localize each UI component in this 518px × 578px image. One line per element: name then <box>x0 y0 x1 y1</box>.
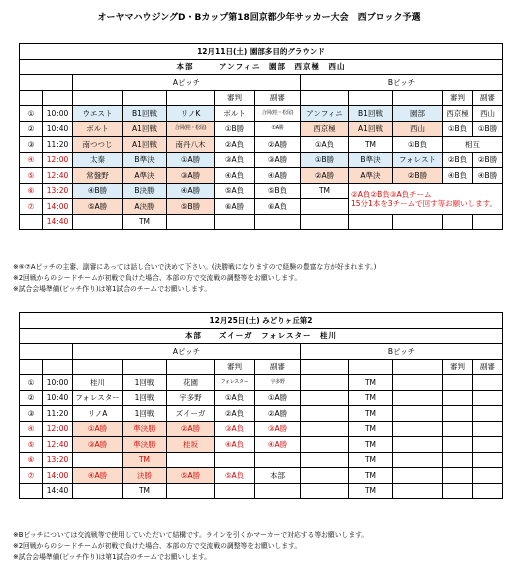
pitch-a-team-2: ③A勝 <box>167 168 215 184</box>
pitch-b-referee <box>443 390 473 406</box>
pitch-b-team-2 <box>393 421 443 437</box>
pitch-a-round: B準決 <box>123 152 167 168</box>
pitch-b-team-1 <box>301 390 349 406</box>
kickoff-time: 12:00 <box>43 152 73 168</box>
table-row <box>20 437 503 453</box>
kickoff-time: 14:40 <box>43 214 73 230</box>
kickoff-time: 14:00 <box>43 468 73 484</box>
table-row <box>20 152 503 168</box>
pitch-a-header: Aピッチ <box>73 75 301 91</box>
table-row <box>20 121 503 137</box>
pitch-b-referee <box>443 406 473 422</box>
match-number: ⑥ <box>20 452 43 468</box>
note-line: ※2回戦からのシードチームが初戦で負けた場合、本部の方で交流戦の調整等をお願いします。 <box>13 274 302 282</box>
pitch-a-round: 準決勝 <box>123 421 167 437</box>
pitch-a-team-2: リノK <box>167 106 215 122</box>
table-row <box>20 452 503 468</box>
match-number <box>20 483 43 499</box>
notes-dec25 <box>13 530 368 563</box>
pitch-a-referee: ②A負 <box>215 137 255 153</box>
kickoff-time: 10:40 <box>43 121 73 137</box>
pitch-a-referee: ⑤A負 <box>215 183 255 199</box>
pitch-b-team-2: 西山 <box>393 121 443 137</box>
pitch-a-round: A準決 <box>123 168 167 184</box>
pitch-b-header: Bピッチ <box>301 344 503 360</box>
pitch-a-round: B1回戦 <box>123 106 167 122</box>
match-number: ④ <box>20 421 43 437</box>
pitch-a-assistant: ④A勝 <box>255 168 301 184</box>
pitch-b-red-note <box>349 183 503 214</box>
pitch-a-team-1: 常盤野 <box>73 168 123 184</box>
note-line: ※試合会場準備(ピッチ作り)は第1試合のチームでお願いします。 <box>13 285 212 293</box>
referee-header: 審判 <box>443 90 473 106</box>
pitch-a-referee: フォレスター <box>215 375 255 391</box>
pitch-b-team-1 <box>301 421 349 437</box>
pitch-a-round: TM <box>123 483 167 499</box>
kickoff-time: 11:20 <box>43 137 73 153</box>
pitch-a-round: TM <box>123 452 167 468</box>
match-number: ⑦ <box>20 468 43 484</box>
pitch-a-assistant: ②A勝 <box>255 137 301 153</box>
pitch-a-team-2 <box>167 452 215 468</box>
pitch-a-round: 決勝 <box>123 468 167 484</box>
pitch-a-team-1: リノA <box>73 406 123 422</box>
pitch-a-assistant <box>255 483 301 499</box>
red-note-line: 15分1本を3チームで回す等お願いします。 <box>351 198 497 208</box>
pitch-b-assistant <box>473 406 503 422</box>
match-number: ③ <box>20 406 43 422</box>
pitch-a-round: 1回戦 <box>123 375 167 391</box>
pitch-a-round: 1回戦 <box>123 406 167 422</box>
match-number <box>20 214 43 230</box>
table-row <box>20 375 503 391</box>
kickoff-time: 14:00 <box>43 199 73 215</box>
pitch-b-team-1 <box>301 214 349 230</box>
pitch-b-referee: ②B負 <box>443 152 473 168</box>
pitch-b-assistant <box>473 483 503 499</box>
pitch-a-referee <box>215 452 255 468</box>
pitch-b-referee: 西京極 <box>443 106 473 122</box>
pitch-a-assistant: ①A勝 <box>255 390 301 406</box>
pitch-b-team-1: 西京極 <box>301 121 349 137</box>
pitch-a-team-1: ③A勝 <box>73 437 123 453</box>
pitch-a-team-2: ズイーガ <box>167 406 215 422</box>
pitch-a-team-2: 桂坂 <box>167 437 215 453</box>
pitch-a-team-2: ⑤B勝 <box>167 199 215 215</box>
pitch-a-team-1 <box>73 452 123 468</box>
pitch-a-assistant <box>255 452 301 468</box>
pitch-b-team-1 <box>301 437 349 453</box>
pitch-b-assistant <box>473 421 503 437</box>
pitch-b-team-1: TM <box>301 183 349 199</box>
pitch-a-round: A1回戦 <box>123 121 167 137</box>
schedule-date-venue: 12月11日(土) 園部多目的グラウンド <box>20 44 503 60</box>
assistant-header: 副審 <box>473 359 503 375</box>
table-row <box>20 214 503 230</box>
pitch-a-assistant: ③A勝 <box>255 421 301 437</box>
pitch-a-referee: ⑤A負 <box>215 468 255 484</box>
pitch-b-referee <box>443 421 473 437</box>
pitch-b-round: TM <box>349 375 393 391</box>
pitch-b-team-2 <box>393 406 443 422</box>
note-line: ※Bピッチについては交流戦等で使用していただいて結構です。ラインを引くかマーカーで対応する等お願いします。 <box>13 531 369 539</box>
schedule-date-venue: 12月25日(土) みどりヶ丘第2 <box>20 313 503 329</box>
pitch-a-referee: ⑥A勝 <box>215 199 255 215</box>
kickoff-time: 12:40 <box>43 168 73 184</box>
pitch-b-referee <box>443 375 473 391</box>
pitch-b-team-1: ②A勝 <box>301 168 349 184</box>
pitch-a-referee: ④A負 <box>215 437 255 453</box>
pitch-b-round: TM <box>349 468 393 484</box>
pitch-a-referee: ①A負 <box>215 390 255 406</box>
pitch-b-assistant <box>473 437 503 453</box>
pitch-b-team-2 <box>393 437 443 453</box>
pitch-a-team-1: 桂川 <box>73 375 123 391</box>
match-number: ② <box>20 390 43 406</box>
assistant-header: 副審 <box>255 359 301 375</box>
pitch-a-round: 1回戦 <box>123 390 167 406</box>
pitch-a-referee <box>215 214 255 230</box>
pitch-b-assistant <box>473 390 503 406</box>
pitch-a-assistant: ②A勝 <box>255 406 301 422</box>
table-row <box>20 406 503 422</box>
pitch-a-team-1: 南つつじ <box>73 137 123 153</box>
kickoff-time: 10:40 <box>43 390 73 406</box>
pitch-a-team-2: 南丹八木 <box>167 137 215 153</box>
pitch-a-referee: ①B勝 <box>215 121 255 137</box>
table-row <box>20 468 503 484</box>
pitch-b-team-1: アンフィニ <box>301 106 349 122</box>
pitch-a-assistant: 合同(桂・松尾) <box>255 106 301 122</box>
pitch-a-team-2: ④A勝 <box>167 183 215 199</box>
table-row <box>20 483 503 499</box>
pitch-b-referee: ①B負 <box>443 121 473 137</box>
pitch-a-team-1: ボルト <box>73 121 123 137</box>
pitch-a-referee: ②A負 <box>215 406 255 422</box>
pitch-b-team-2 <box>393 214 443 230</box>
table-row <box>20 421 503 437</box>
pitch-b-team-1 <box>301 199 349 215</box>
assistant-header: 副審 <box>255 90 301 106</box>
kickoff-time: 14:40 <box>43 483 73 499</box>
red-note-line: ②A負②B負③A負チーム <box>351 189 432 199</box>
pitch-b-team-1 <box>301 375 349 391</box>
pitch-a-header: Aピッチ <box>73 344 301 360</box>
pitch-b-team-1 <box>301 468 349 484</box>
pitch-b-assistant <box>473 468 503 484</box>
pitch-b-referee <box>443 437 473 453</box>
match-number: ④ <box>20 152 43 168</box>
pitch-b-round <box>349 214 393 230</box>
pitch-b-team-2 <box>393 375 443 391</box>
pitch-a-assistant: ⑥A負 <box>255 199 301 215</box>
pitch-a-team-1 <box>73 483 123 499</box>
pitch-b-team-2 <box>393 390 443 406</box>
table-row <box>20 106 503 122</box>
pitch-a-team-2: ⑤A勝 <box>167 468 215 484</box>
pitch-b-referee: 相互 <box>443 137 503 153</box>
referee-header: 審判 <box>443 359 473 375</box>
pitch-b-team-2: ②B勝 <box>393 168 443 184</box>
pitch-b-team-1: ①B勝 <box>301 152 349 168</box>
pitch-a-referee <box>215 483 255 499</box>
pitch-a-assistant: ⑤B負 <box>255 183 301 199</box>
pitch-a-team-1 <box>73 214 123 230</box>
match-number: ⑤ <box>20 168 43 184</box>
pitch-b-assistant: ②B勝 <box>473 152 503 168</box>
pitch-a-referee: ③A負 <box>215 421 255 437</box>
pitch-b-round: TM <box>349 437 393 453</box>
kickoff-time: 13:20 <box>43 452 73 468</box>
pitch-b-assistant <box>473 375 503 391</box>
kickoff-time: 12:40 <box>43 437 73 453</box>
match-number: ⑦ <box>20 199 43 215</box>
page-title: オーヤマハウジングD・Bカップ第18回京都少年サッカー大会 西ブロック予選 <box>97 13 421 23</box>
pitch-a-assistant: 本部 <box>255 468 301 484</box>
pitch-b-referee <box>443 452 473 468</box>
pitch-a-assistant: 宇多野 <box>255 375 301 391</box>
note-line: ※2回戦からのシードチームが初戦で負けた場合、本部の方で交流戦の調整等をお願いします。 <box>13 542 302 550</box>
match-number: ⑥ <box>20 183 43 199</box>
pitch-a-team-1: ⑤A勝 <box>73 199 123 215</box>
pitch-b-assistant <box>473 214 503 230</box>
pitch-a-team-2: 花園 <box>167 375 215 391</box>
match-number: ③ <box>20 137 43 153</box>
pitch-b-team-2 <box>393 483 443 499</box>
pitch-a-team-2: ②A勝 <box>167 421 215 437</box>
schedule-table-dec25 <box>19 312 503 499</box>
pitch-b-round: TM <box>349 137 393 153</box>
table-row <box>20 183 503 199</box>
pitch-b-referee <box>443 468 473 484</box>
pitch-b-round: TM <box>349 390 393 406</box>
pitch-a-round: A1回戦 <box>123 137 167 153</box>
note-line: ※試合会場準備(ピッチ作り)は第1試合のチームでお願いします。 <box>13 553 212 561</box>
match-number: ② <box>20 121 43 137</box>
pitch-b-round: TM <box>349 406 393 422</box>
pitch-b-round: TM <box>349 421 393 437</box>
referee-header: 審判 <box>215 359 255 375</box>
pitch-b-referee: ④B負 <box>443 168 473 184</box>
pitch-a-team-1: ④B勝 <box>73 183 123 199</box>
pitch-a-round: A決勝 <box>123 199 167 215</box>
pitch-a-round: TM <box>123 214 167 230</box>
kickoff-time: 10:00 <box>43 106 73 122</box>
note-line: ※⑥⑦Aピッチの主審、副審にあっては話し合いで決めて下さい。(決勝戦になりますので経験の豊富な方が好まれます。) <box>13 263 377 271</box>
pitch-a-round: B決勝 <box>123 183 167 199</box>
kickoff-time: 11:20 <box>43 406 73 422</box>
pitch-b-assistant: 西山 <box>473 106 503 122</box>
pitch-a-assistant: ③A勝 <box>255 152 301 168</box>
pitch-b-assistant <box>473 452 503 468</box>
pitch-a-team-2: 合同(桂・松尾) <box>167 121 215 137</box>
referee-header: 審判 <box>215 90 255 106</box>
pitch-a-assistant <box>255 214 301 230</box>
pitch-b-team-2 <box>393 468 443 484</box>
kickoff-time: 12:00 <box>43 421 73 437</box>
assistant-header: 副審 <box>473 90 503 106</box>
pitch-a-team-2: 宇多野 <box>167 390 215 406</box>
pitch-b-round: A準決 <box>349 168 393 184</box>
pitch-b-round: B準決 <box>349 152 393 168</box>
pitch-a-team-1: ウエスト <box>73 106 123 122</box>
kickoff-time: 13:20 <box>43 183 73 199</box>
table-row <box>20 137 503 153</box>
pitch-a-referee: ボルト <box>215 106 255 122</box>
pitch-b-team-1: ①A負 <box>301 137 349 153</box>
pitch-b-assistant: ①B勝 <box>473 121 503 137</box>
pitch-b-team-1 <box>301 406 349 422</box>
pitch-a-team-1: ①A勝 <box>73 421 123 437</box>
pitch-b-assistant: ④B勝 <box>473 168 503 184</box>
pitch-b-round: B1回戦 <box>349 106 393 122</box>
pitch-a-team-2 <box>167 214 215 230</box>
pitch-b-header: Bピッチ <box>301 75 503 91</box>
pitch-a-assistant: ④A勝 <box>255 437 301 453</box>
pitch-b-team-2 <box>393 452 443 468</box>
pitch-b-referee <box>443 483 473 499</box>
pitch-b-team-2: フォレスト <box>393 152 443 168</box>
table-row <box>20 168 503 184</box>
pitch-a-team-1: フォレスター <box>73 390 123 406</box>
pitch-b-round: TM <box>349 483 393 499</box>
pitch-b-team-1 <box>301 452 349 468</box>
pitch-b-team-1 <box>301 483 349 499</box>
pitch-b-round: A1回戦 <box>349 121 393 137</box>
pitch-a-team-1: ④A勝 <box>73 468 123 484</box>
notes-dec11 <box>13 262 376 295</box>
pitch-a-assistant: ①A勝 <box>255 121 301 137</box>
table-row <box>20 390 503 406</box>
pitch-a-team-2 <box>167 483 215 499</box>
pitch-a-round: 準決勝 <box>123 437 167 453</box>
pitch-b-team-2: ①B負 <box>393 137 443 153</box>
match-number: ① <box>20 375 43 391</box>
pitch-a-referee: ④A負 <box>215 168 255 184</box>
attending-teams: 本部 ズイーガ フォレスター 桂川 <box>20 328 503 344</box>
attending-teams: 本部 アンフィニ 園部 西京極 西山 <box>20 59 503 75</box>
pitch-a-team-1: 太秦 <box>73 152 123 168</box>
match-number: ⑤ <box>20 437 43 453</box>
pitch-a-referee: ③A負 <box>215 152 255 168</box>
pitch-b-referee <box>443 214 473 230</box>
pitch-b-team-2: 園部 <box>393 106 443 122</box>
kickoff-time: 10:00 <box>43 375 73 391</box>
schedule-table-dec11 <box>19 43 503 230</box>
pitch-a-team-2: ①A勝 <box>167 152 215 168</box>
pitch-b-round: TM <box>349 452 393 468</box>
match-number: ① <box>20 106 43 122</box>
